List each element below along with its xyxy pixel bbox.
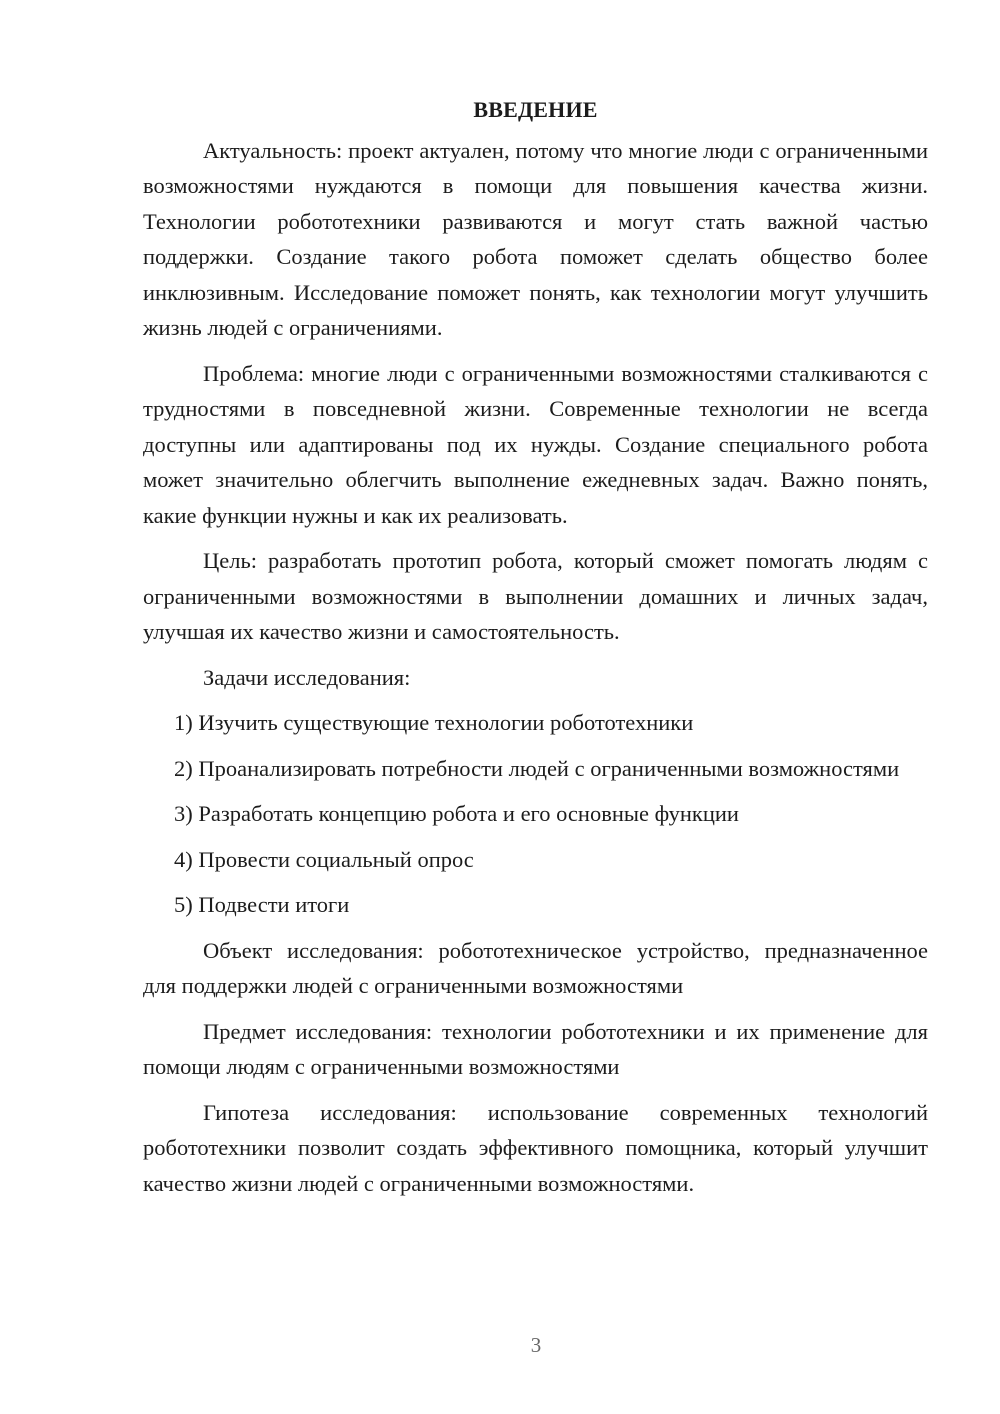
task-item-2: 2) Проанализировать потребности людей с ограниченными возможностями <box>174 755 900 781</box>
relevance-paragraph: Актуальность: проект актуален, потому что многие люди с ограниченными возможностями нуждаются в помощи для повышения качества жизни. Технологии робототехники развиваются и могут стать важной частью поддержки. Создание такого робота поможет сделать общество более инклюзивным. Исследование поможет понять, как технологии могут улучшить жизнь людей с ограничениями. <box>143 137 928 340</box>
goal-paragraph: Цель: разработать прототип робота, который сможет помогать людям с ограниченными возможностями в выполнении домашних и личных задач, улучшая их качество жизни и самостоятельность. <box>143 548 928 644</box>
section-heading: ВВЕДЕНИЕ <box>473 97 598 122</box>
tasks-title: Задачи исследования: <box>203 664 411 690</box>
page-number: 3 <box>530 1333 542 1357</box>
page-body <box>143 92 928 1211</box>
task-item-5: 5) Подвести итоги <box>174 892 350 917</box>
object-paragraph: Объект исследования: робототехническое устройство, предназначенное для поддержки людей с ограниченными возможностями <box>143 937 928 998</box>
hypothesis-paragraph: Гипотеза исследования: использование современных технологий робототехники позволит создать эффективного помощника, который улучшит качество жизни людей с ограниченными возможностями. <box>143 1099 928 1196</box>
task-item-4: 4) Провести социальный опрос <box>174 846 474 872</box>
task-item-3: 3) Разработать концепцию робота и его основные функции <box>174 801 739 826</box>
task-item-1: 1) Изучить существующие технологии робототехники <box>174 710 694 735</box>
subject-paragraph: Предмет исследования: технологии робототехники и их применение для помощи людям с ограниченными возможностями <box>143 1018 928 1079</box>
problem-paragraph: Проблема: многие люди с ограниченными возможностями сталкиваются с трудностями в повседневной жизни. Современные технологии не всегда доступны или адаптированы под их нужды. Создание специального робота может значительно облегчить выполнение ежедневных задач. Важно понять, какие функции нужны и как их реализовать. <box>143 360 928 528</box>
